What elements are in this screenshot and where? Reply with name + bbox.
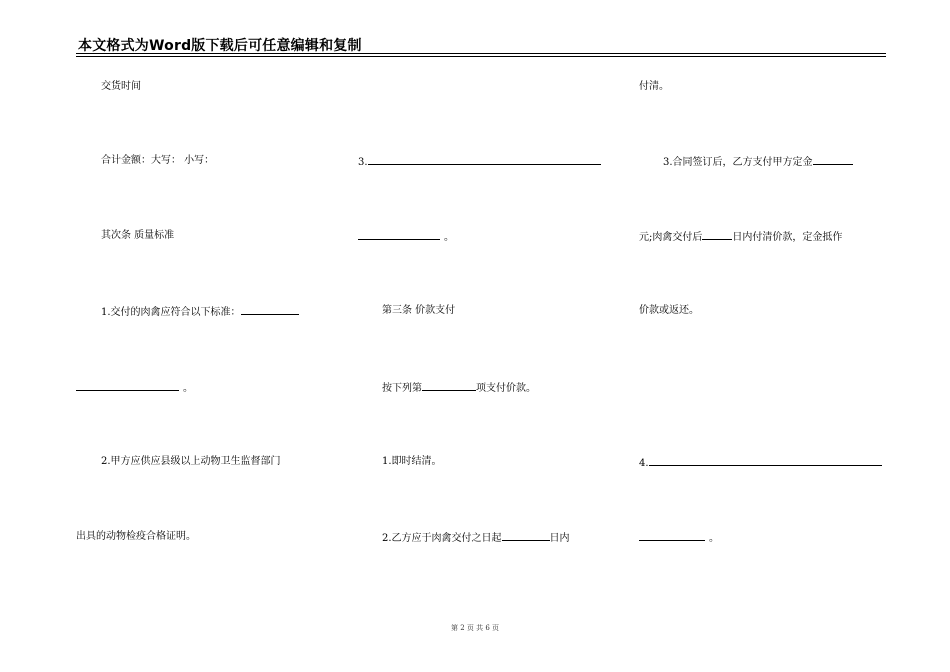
payment-option3-text: 3.合同签订后，乙方支付甲方定金 bbox=[663, 157, 813, 168]
payment-option4 bbox=[639, 455, 882, 471]
item3-blank-2 bbox=[358, 229, 440, 240]
item3-end: 。 bbox=[444, 232, 454, 243]
item3-number: 3. bbox=[358, 157, 368, 168]
item3-line bbox=[358, 154, 601, 170]
option4-blank-2 bbox=[639, 530, 705, 541]
quality-standard-blank bbox=[241, 304, 299, 315]
payment-option-select bbox=[382, 380, 536, 396]
quality-item1-continuation bbox=[76, 380, 193, 396]
quality-item2: 2.甲方应供应县级以上动物卫生监督部门 bbox=[101, 456, 281, 467]
quality-item1-text: 1.交付的肉禽应符合以下标准： bbox=[101, 307, 241, 318]
payment-option3-end: 价款或返还。 bbox=[639, 305, 699, 316]
payment-option1: 1.即时结清。 bbox=[382, 456, 442, 467]
quality-standard-blank-2 bbox=[76, 380, 179, 391]
header-title: 本文格式为Word版下载后可任意编辑和复制 bbox=[78, 38, 362, 54]
payment-option3 bbox=[663, 154, 853, 170]
payment-option-pre: 按下列第 bbox=[382, 383, 422, 394]
payment-option4-end: 。 bbox=[709, 533, 719, 544]
page-footer: 第 2 页 共 6 页 bbox=[450, 624, 500, 632]
payment-option-blank bbox=[422, 380, 476, 391]
payment-option3-continuation bbox=[639, 229, 842, 245]
settle-days-blank bbox=[702, 229, 732, 240]
payment-option4-continuation bbox=[639, 530, 719, 546]
quality-item2-continuation: 出具的动物检疫合格证明。 bbox=[76, 531, 196, 542]
payment-option2 bbox=[382, 530, 570, 546]
header-divider bbox=[76, 56, 886, 57]
quality-item1-end: 。 bbox=[183, 383, 193, 394]
payment-option3-cont-post: 日内付清价款，定金抵作 bbox=[732, 232, 843, 243]
deposit-blank bbox=[813, 154, 853, 165]
total-amount-label: 合计金额：大写： 小写： bbox=[101, 155, 215, 166]
payment-option-post: 项支付价款。 bbox=[476, 383, 536, 394]
quality-item1 bbox=[101, 304, 299, 320]
item3-blank bbox=[368, 154, 601, 165]
payment-option3-cont-pre: 元;肉禽交付后 bbox=[639, 232, 703, 243]
article3-title: 第三条 价款支付 bbox=[382, 305, 456, 316]
payment-option2-post: 日内 bbox=[549, 533, 570, 544]
article2-title: 其次条 质量标准 bbox=[101, 230, 175, 241]
paid-in-full: 付清。 bbox=[639, 81, 669, 92]
page-header bbox=[76, 33, 886, 54]
item3-continuation bbox=[358, 229, 454, 245]
payment-option4-number: 4. bbox=[639, 458, 649, 469]
payment-days-blank bbox=[502, 530, 550, 541]
option4-blank bbox=[649, 455, 882, 466]
payment-option2-pre: 2.乙方应于肉禽交付之日起 bbox=[382, 533, 502, 544]
delivery-time-label: 交货时间 bbox=[101, 81, 141, 92]
